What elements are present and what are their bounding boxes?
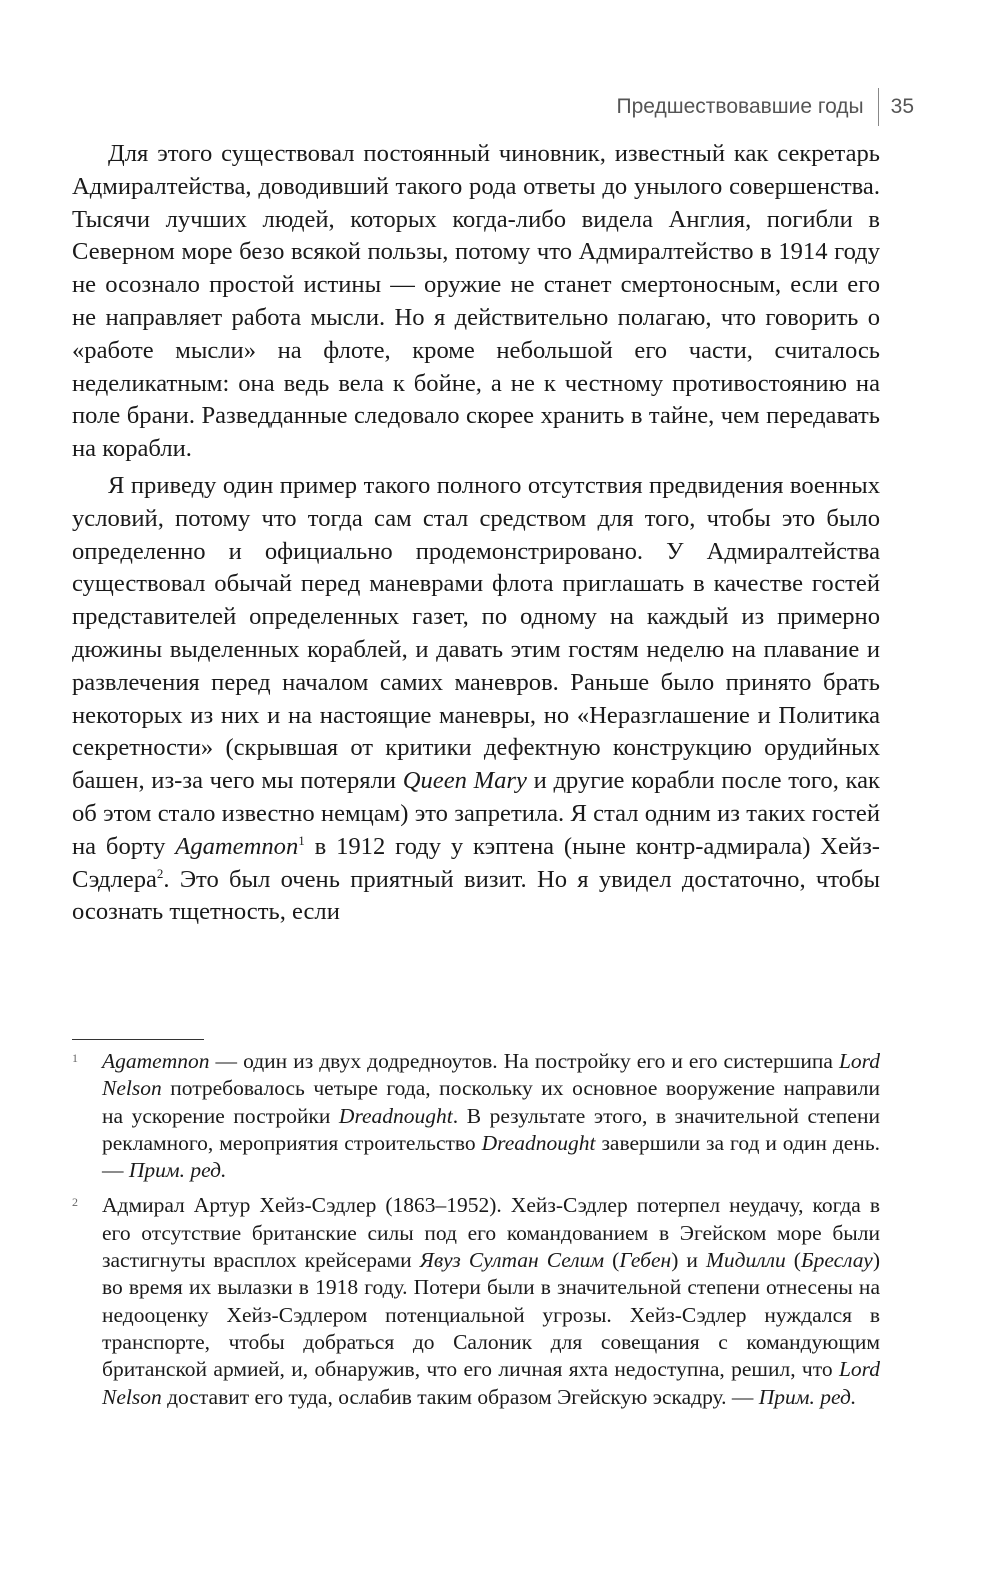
fn1-text-3: . В результате этого, в значительной степени рекламного, мероприятия строительство bbox=[102, 1103, 880, 1155]
fn2-italic-4: Бреслау bbox=[800, 1248, 873, 1273]
fn2-italic-2: Гебен bbox=[619, 1248, 672, 1273]
footnote-1 bbox=[72, 1048, 880, 1184]
footnote-number: 2 bbox=[72, 1195, 78, 1210]
fn2-italic-1: Явуз Султан Селим bbox=[419, 1248, 605, 1273]
running-title: Предшествовавшие годы bbox=[616, 95, 864, 118]
fn2-italic-3: Мидилли bbox=[705, 1248, 786, 1273]
ship-name-queen-mary: Queen Mary bbox=[402, 767, 527, 795]
p2-text-3: в 1912 году у кэптена (ныне контр-адмирала) Хейз-Сэдлера bbox=[72, 832, 880, 893]
p2-text-2: и другие корабли после того, как об этом стало известно немцам) это запретила. Я стал одним из таких гостей на борту bbox=[72, 767, 880, 860]
fn1-italic-4: Dreadnought bbox=[481, 1130, 596, 1155]
fn2-text-1: Адмирал Артур Хейз-Сэдлер (1863–1952). Хейз-Сэдлер потерпел неудачу, когда в его отсутствие британские силы под его командованием в Эгейском море были застигнуты врасплох крейсерами bbox=[102, 1193, 880, 1273]
fn1-text-1: — один из двух додредноутов. На постройку его и его систершипа bbox=[209, 1049, 839, 1073]
main-text bbox=[72, 138, 880, 929]
fn2-italic-5: Lord Nelson bbox=[102, 1357, 880, 1409]
page-number: 35 bbox=[890, 95, 914, 118]
footnote-ref-1[interactable]: 1 bbox=[298, 832, 305, 848]
header-divider bbox=[878, 88, 879, 126]
fn2-text-2: ( bbox=[604, 1248, 620, 1273]
fn1-text-4: завершили за год и один день. — bbox=[102, 1130, 880, 1183]
ship-name-agamemnon: Agamemnon bbox=[175, 832, 299, 860]
fn1-italic-2: Lord Nelson bbox=[102, 1049, 880, 1101]
p2-text-4: . Это был очень приятный визит. Но я увидел достаточно, чтобы осознать тщетность, если bbox=[72, 865, 880, 926]
fn1-italic-1: Agamemnon bbox=[102, 1049, 210, 1073]
fn1-text-2: потребовалось четыре года, поскольку их основное вооружение направили на ускорение постройки bbox=[102, 1076, 880, 1128]
fn2-italic-6: Прим. ред. bbox=[758, 1384, 857, 1409]
fn2-text-5: ) во время их вылазки в 1918 году. Потери были в значительной степени отнесены на недооценку Хейз-Сэдлером потенциальной угрозы. Хейз-Сэдлер нуждался в транспорте, чтобы добраться до Салоник для совещания с командующим британской армией, и, обнаружив, что его личная яхта недоступна, решил, что bbox=[102, 1248, 880, 1382]
footnote-2 bbox=[72, 1192, 880, 1410]
footnote-number: 1 bbox=[72, 1051, 78, 1065]
p2-text-1: Я приведу один пример такого полного отсутствия предвидения военных условий, потому что тогда сам стал средством для того, чтобы это было определенно и официально продемонстрировано. У Адмиралтейства существовал обычай перед маневрами флота приглашать в качестве гостей представителей определенных газет, по одному на каждый из примерно дюжины выделенных кораблей, и давать этим гостям неделю на плавание и развлечения перед началом самих маневров. Раньше было принято брать некоторых из них и на настоящие маневры, но «Неразглашение и Политика секретности» (скрывшая от критики дефектную конструкцию орудийных башен, из-за чего мы потеряли bbox=[72, 471, 880, 795]
footnote-separator bbox=[72, 1039, 204, 1040]
running-header bbox=[617, 88, 914, 126]
paragraph-1: Для этого существовал постоянный чиновник, известный как секретарь Адмиралтейства, доводивший такого рода ответы до унылого совершенства. Тысячи лучших людей, которых когда-либо видела Англия, погибли в Северном море безо всякой пользы, потому что Адмиралтейство в 1914 году не осознало простой истины — оружие не станет смертоносным, если его не направляет работа мысли. Но я действительно полагаю, что говорить о «работе мысли» на флоте, кроме небольшой его части, считалось неделикатным: она ведь вела к бойне, а не к честному противостоянию на поле брани. Разведданные следовало скорее хранить в тайне, чем передавать на корабли. bbox=[72, 140, 880, 463]
footnotes bbox=[72, 1048, 880, 1411]
fn1-italic-5: Прим. ред. bbox=[128, 1158, 227, 1183]
fn2-text-6: доставит его туда, ослабив таким образом Эгейскую эскадру. — bbox=[161, 1384, 759, 1409]
fn2-text-3: ) и bbox=[671, 1248, 706, 1273]
paragraph-2 bbox=[72, 470, 880, 929]
footnote-ref-2[interactable]: 2 bbox=[156, 865, 164, 881]
fn2-text-4: ( bbox=[785, 1248, 801, 1273]
fn1-italic-3: Dreadnought bbox=[338, 1103, 453, 1128]
